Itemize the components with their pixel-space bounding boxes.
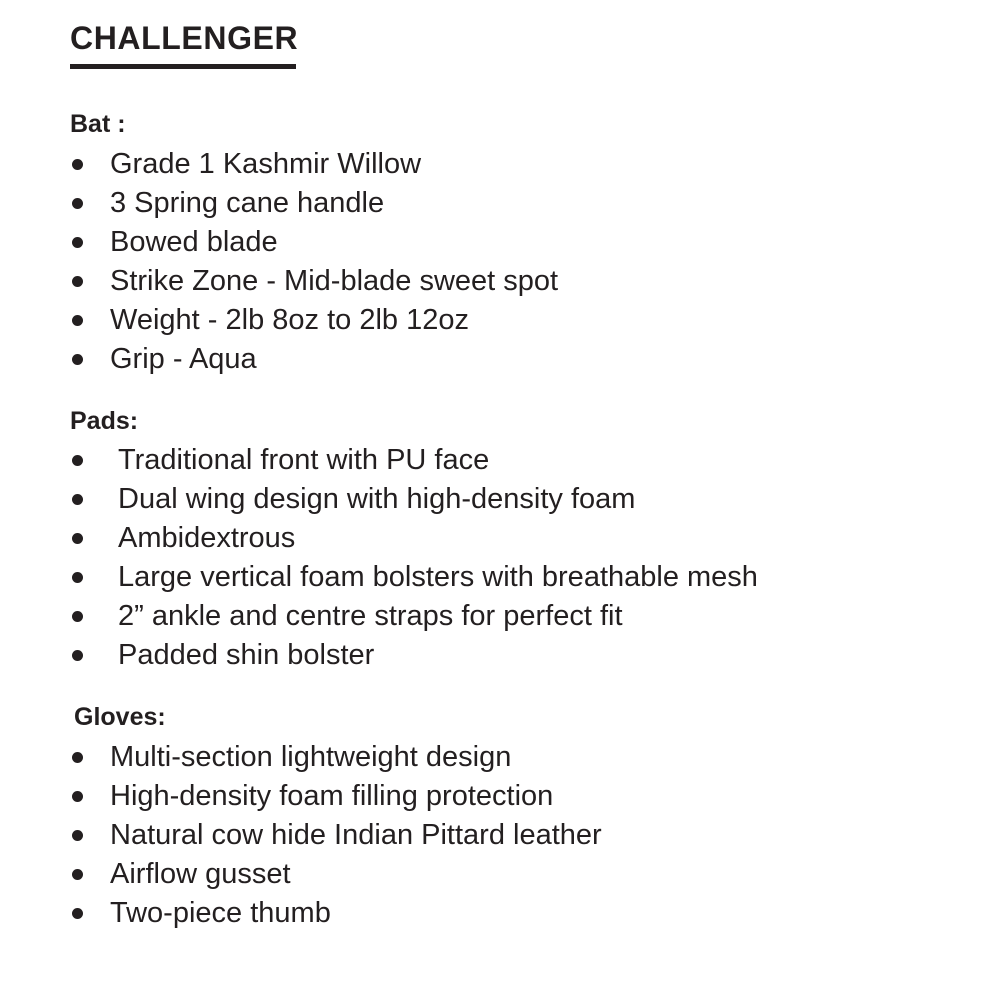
list-item xyxy=(0,777,1000,816)
bullet-icon xyxy=(72,159,83,170)
list-item xyxy=(0,145,1000,184)
list-item-label: Large vertical foam bolsters with breathable mesh xyxy=(118,561,758,593)
list-item-label: High-density foam filling protection xyxy=(110,779,554,812)
list-item xyxy=(0,519,1000,558)
title-underline-rule xyxy=(70,64,296,69)
list-item xyxy=(0,340,1000,379)
page-title: CHALLENGER xyxy=(70,20,299,56)
section-pads xyxy=(0,405,1000,676)
bullet-icon xyxy=(72,455,83,466)
list-item-label: Two-piece thumb xyxy=(110,896,331,929)
bullet-icon xyxy=(72,494,83,505)
list-item xyxy=(0,441,1000,480)
bullet-icon xyxy=(72,572,83,583)
list-item-label: Multi-section lightweight design xyxy=(110,740,512,773)
list-item-label: Grip - Aqua xyxy=(110,342,257,375)
list-item-label: Ambidextrous xyxy=(118,522,296,554)
bullet-icon xyxy=(72,650,83,661)
bullet-list-bat xyxy=(0,145,1000,379)
section-heading-bat: Bat : xyxy=(70,110,126,138)
bullet-icon xyxy=(72,533,83,544)
list-item xyxy=(0,184,1000,223)
section-heading-pads: Pads: xyxy=(70,406,139,435)
list-item-label: Padded shin bolster xyxy=(118,639,375,671)
bullet-icon xyxy=(72,354,83,365)
list-item xyxy=(0,894,1000,933)
bullet-icon xyxy=(72,276,83,287)
bullet-icon xyxy=(72,908,83,919)
list-item xyxy=(0,738,1000,777)
list-item-label: Strike Zone - Mid-blade sweet spot xyxy=(110,264,559,297)
list-item xyxy=(0,480,1000,519)
bullet-icon xyxy=(72,869,83,880)
list-item xyxy=(0,636,1000,675)
spec-sections xyxy=(0,108,1000,933)
list-item xyxy=(0,262,1000,301)
bullet-icon xyxy=(72,830,83,841)
list-item-label: Dual wing design with high-density foam xyxy=(118,483,636,515)
list-item xyxy=(0,223,1000,262)
list-item-label: Natural cow hide Indian Pittard leather xyxy=(110,818,602,851)
bullet-icon xyxy=(72,315,83,326)
list-item xyxy=(0,597,1000,636)
list-item-label: 2” ankle and centre straps for perfect fit xyxy=(118,600,623,632)
document-title-block xyxy=(70,22,298,69)
bullet-icon xyxy=(72,237,83,248)
bullet-list-gloves xyxy=(0,738,1000,933)
list-item xyxy=(0,855,1000,894)
list-item-label: Airflow gusset xyxy=(110,857,291,890)
list-item-label: Traditional front with PU face xyxy=(118,444,490,476)
bullet-icon xyxy=(72,611,83,622)
list-item xyxy=(0,816,1000,855)
list-item-label: 3 Spring cane handle xyxy=(110,186,385,219)
section-bat xyxy=(0,108,1000,379)
section-gloves xyxy=(0,701,1000,933)
bullet-list-pads xyxy=(0,441,1000,675)
bullet-icon xyxy=(72,198,83,209)
list-item xyxy=(0,558,1000,597)
bullet-icon xyxy=(72,791,83,802)
list-item xyxy=(0,301,1000,340)
list-item-label: Grade 1 Kashmir Willow xyxy=(110,147,422,180)
list-item-label: Bowed blade xyxy=(110,225,278,258)
section-heading-gloves: Gloves: xyxy=(74,703,166,731)
list-item-label: Weight - 2lb 8oz to 2lb 12oz xyxy=(110,303,469,336)
bullet-icon xyxy=(72,752,83,763)
